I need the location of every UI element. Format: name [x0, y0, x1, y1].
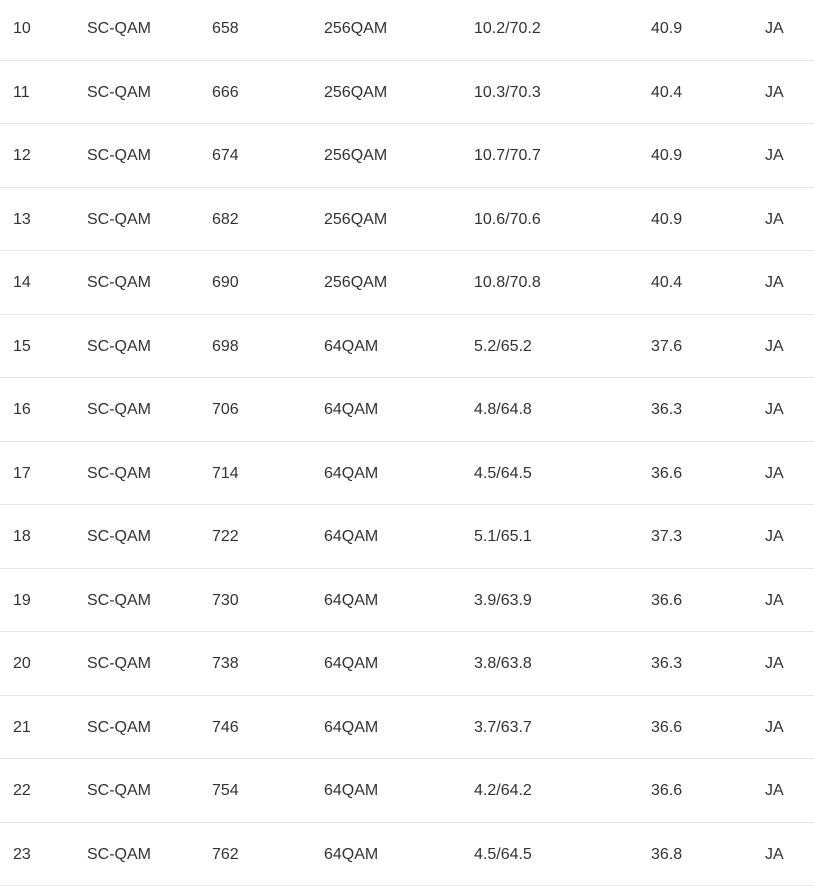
channel-type-cell: SC-QAM: [87, 0, 151, 60]
channel-type-cell: SC-QAM: [87, 188, 151, 251]
power-level-cell: 10.7/70.7: [474, 124, 541, 187]
lock-status-cell: JA: [765, 124, 784, 187]
snr-cell: 37.6: [651, 315, 682, 378]
modulation-cell: 64QAM: [324, 569, 378, 632]
channel-type-cell: SC-QAM: [87, 251, 151, 314]
frequency-cell: 658: [212, 0, 239, 60]
snr-cell: 36.6: [651, 696, 682, 759]
lock-status-cell: JA: [765, 569, 784, 632]
channel-id-cell: 15: [13, 315, 31, 378]
channel-type-cell: SC-QAM: [87, 569, 151, 632]
frequency-cell: 754: [212, 759, 239, 822]
snr-cell: 36.6: [651, 759, 682, 822]
lock-status-cell: JA: [765, 823, 784, 886]
modulation-cell: 256QAM: [324, 251, 387, 314]
frequency-cell: 714: [212, 442, 239, 505]
channel-type-cell: SC-QAM: [87, 505, 151, 568]
lock-status-cell: JA: [765, 632, 784, 695]
frequency-cell: 698: [212, 315, 239, 378]
frequency-cell: 722: [212, 505, 239, 568]
channel-id-cell: 12: [13, 124, 31, 187]
modulation-cell: 64QAM: [324, 759, 378, 822]
snr-cell: 40.9: [651, 124, 682, 187]
lock-status-cell: JA: [765, 0, 784, 60]
table-row: [0, 632, 814, 696]
table-row: [0, 505, 814, 569]
power-level-cell: 4.2/64.2: [474, 759, 532, 822]
channel-id-cell: 22: [13, 759, 31, 822]
snr-cell: 40.9: [651, 188, 682, 251]
table-row: [0, 696, 814, 760]
table-row: [0, 61, 814, 125]
power-level-cell: 5.2/65.2: [474, 315, 532, 378]
frequency-cell: 674: [212, 124, 239, 187]
channel-type-cell: SC-QAM: [87, 759, 151, 822]
modulation-cell: 64QAM: [324, 823, 378, 886]
channel-id-cell: 21: [13, 696, 31, 759]
channel-type-cell: SC-QAM: [87, 124, 151, 187]
channel-type-cell: SC-QAM: [87, 442, 151, 505]
channel-type-cell: SC-QAM: [87, 632, 151, 695]
snr-cell: 36.3: [651, 378, 682, 441]
modulation-cell: 64QAM: [324, 505, 378, 568]
lock-status-cell: JA: [765, 442, 784, 505]
channel-id-cell: 20: [13, 632, 31, 695]
frequency-cell: 762: [212, 823, 239, 886]
channel-type-cell: SC-QAM: [87, 315, 151, 378]
table-row: [0, 251, 814, 315]
frequency-cell: 706: [212, 378, 239, 441]
lock-status-cell: JA: [765, 315, 784, 378]
modulation-cell: 64QAM: [324, 378, 378, 441]
lock-status-cell: JA: [765, 696, 784, 759]
snr-cell: 36.3: [651, 632, 682, 695]
modulation-cell: 256QAM: [324, 61, 387, 124]
channel-id-cell: 10: [13, 0, 31, 60]
table-row: [0, 0, 814, 61]
power-level-cell: 3.7/63.7: [474, 696, 532, 759]
lock-status-cell: JA: [765, 378, 784, 441]
table-row: [0, 315, 814, 379]
channel-id-cell: 13: [13, 188, 31, 251]
channel-id-cell: 17: [13, 442, 31, 505]
snr-cell: 36.6: [651, 442, 682, 505]
snr-cell: 40.4: [651, 61, 682, 124]
lock-status-cell: JA: [765, 505, 784, 568]
power-level-cell: 3.8/63.8: [474, 632, 532, 695]
frequency-cell: 690: [212, 251, 239, 314]
frequency-cell: 730: [212, 569, 239, 632]
channel-id-cell: 16: [13, 378, 31, 441]
frequency-cell: 682: [212, 188, 239, 251]
snr-cell: 40.9: [651, 0, 682, 60]
modulation-cell: 256QAM: [324, 0, 387, 60]
modulation-cell: 64QAM: [324, 632, 378, 695]
channel-type-cell: SC-QAM: [87, 696, 151, 759]
channel-type-cell: SC-QAM: [87, 61, 151, 124]
power-level-cell: 10.6/70.6: [474, 188, 541, 251]
power-level-cell: 3.9/63.9: [474, 569, 532, 632]
table-row: [0, 759, 814, 823]
channel-id-cell: 19: [13, 569, 31, 632]
lock-status-cell: JA: [765, 759, 784, 822]
channel-id-cell: 14: [13, 251, 31, 314]
snr-cell: 40.4: [651, 251, 682, 314]
modulation-cell: 64QAM: [324, 696, 378, 759]
power-level-cell: 5.1/65.1: [474, 505, 532, 568]
power-level-cell: 10.8/70.8: [474, 251, 541, 314]
table-row: [0, 188, 814, 252]
power-level-cell: 4.5/64.5: [474, 442, 532, 505]
snr-cell: 36.6: [651, 569, 682, 632]
lock-status-cell: JA: [765, 61, 784, 124]
channel-id-cell: 23: [13, 823, 31, 886]
frequency-cell: 738: [212, 632, 239, 695]
channel-id-cell: 18: [13, 505, 31, 568]
power-level-cell: 4.5/64.5: [474, 823, 532, 886]
power-level-cell: 10.3/70.3: [474, 61, 541, 124]
modulation-cell: 64QAM: [324, 442, 378, 505]
modulation-cell: 256QAM: [324, 188, 387, 251]
channel-type-cell: SC-QAM: [87, 823, 151, 886]
table-row: [0, 823, 814, 886]
power-level-cell: 10.2/70.2: [474, 0, 541, 60]
table-row: [0, 569, 814, 633]
table-row: [0, 124, 814, 188]
frequency-cell: 746: [212, 696, 239, 759]
table-row: [0, 442, 814, 506]
modulation-cell: 64QAM: [324, 315, 378, 378]
channel-id-cell: 11: [13, 61, 30, 124]
snr-cell: 37.3: [651, 505, 682, 568]
channel-type-cell: SC-QAM: [87, 378, 151, 441]
snr-cell: 36.8: [651, 823, 682, 886]
lock-status-cell: JA: [765, 251, 784, 314]
table-row: [0, 378, 814, 442]
modulation-cell: 256QAM: [324, 124, 387, 187]
power-level-cell: 4.8/64.8: [474, 378, 532, 441]
lock-status-cell: JA: [765, 188, 784, 251]
frequency-cell: 666: [212, 61, 239, 124]
